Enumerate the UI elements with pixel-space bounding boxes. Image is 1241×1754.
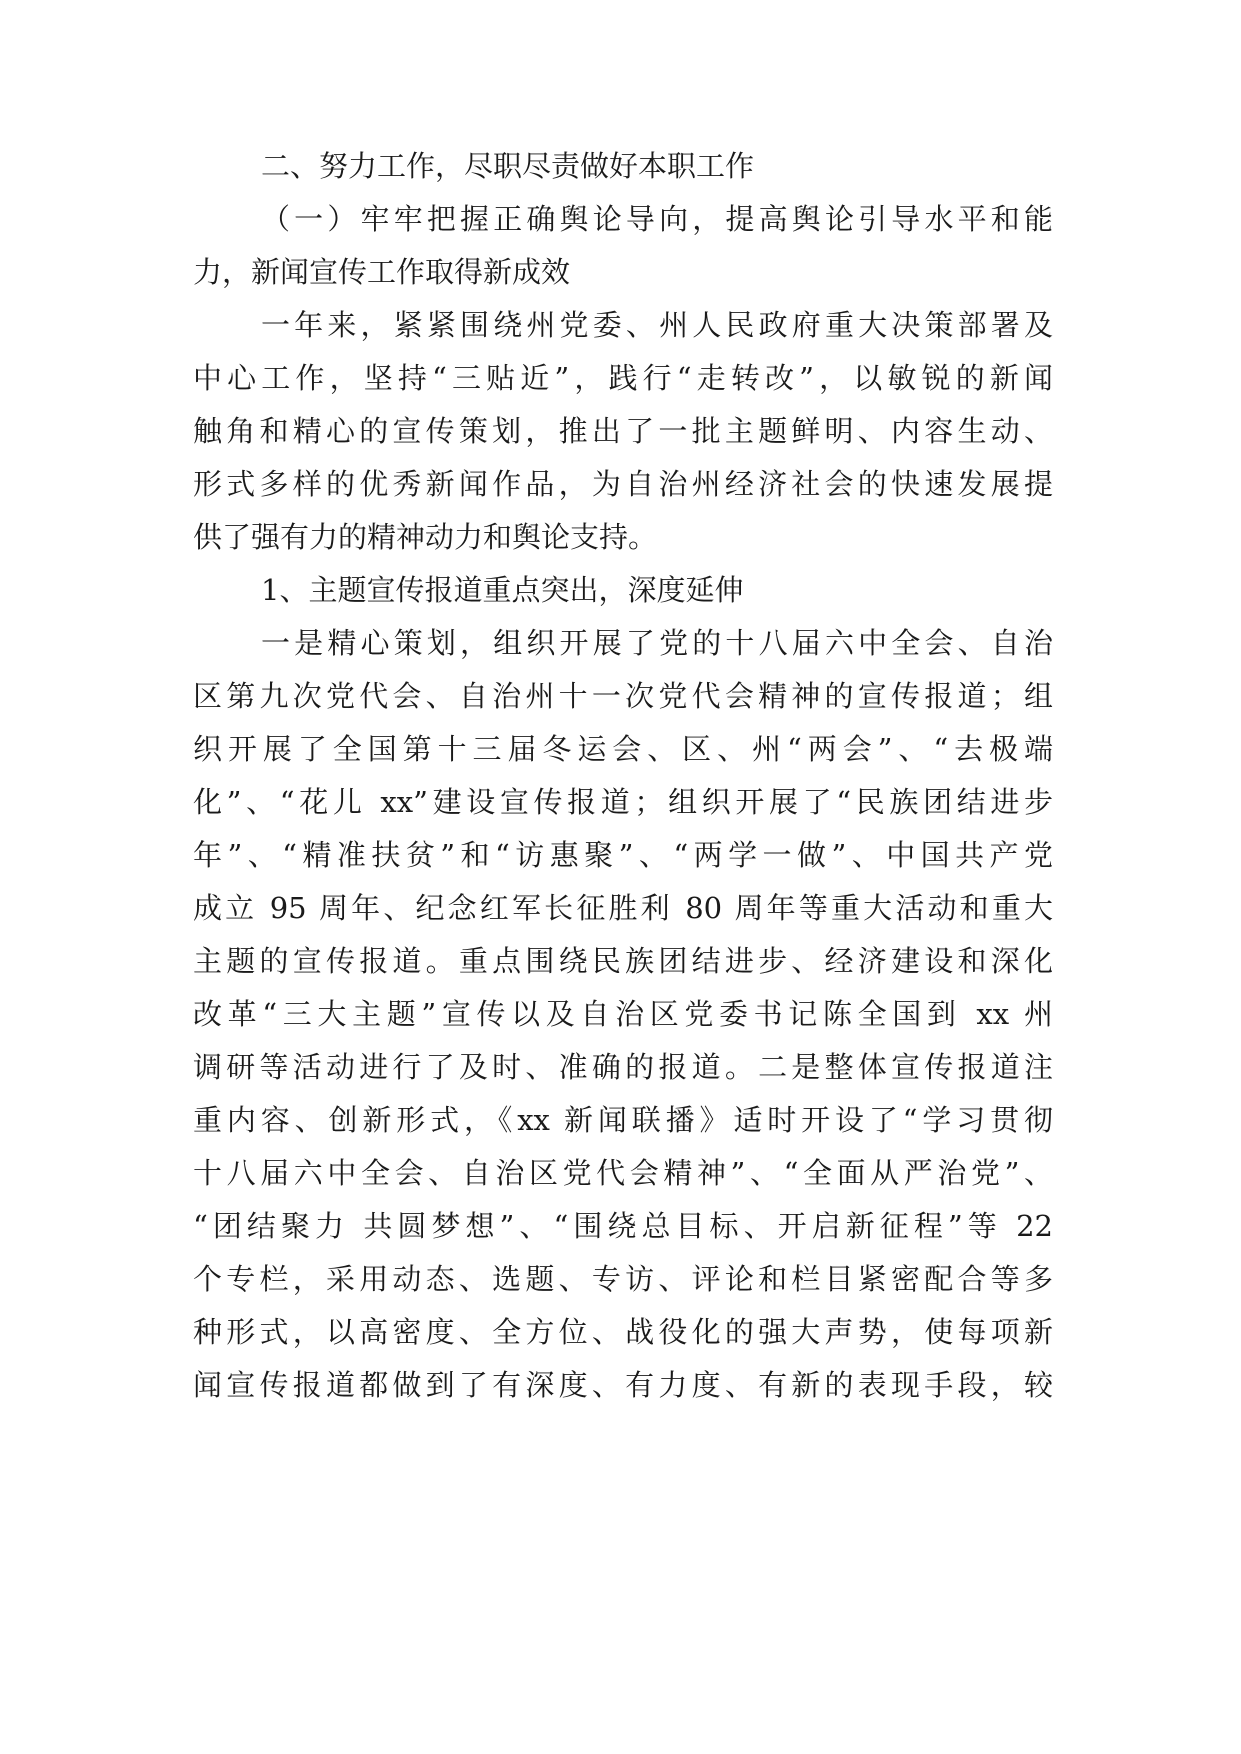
paragraph-line: 成立 95 周年、纪念红军长征胜利 80 周年等重大活动和重大 <box>193 891 1053 925</box>
paragraph-line: 一是精心策划，组织开展了党的十八届六中全会、自治 <box>261 626 1053 660</box>
paragraph-line: 供了强有力的精神动力和舆论支持。 <box>193 520 658 554</box>
paragraph-line: “团结聚力 共圆梦想”、“围绕总目标、开启新征程”等 22 <box>193 1209 1053 1243</box>
paragraph-line: 一年来，紧紧围绕州党委、州人民政府重大决策部署及 <box>261 308 1053 342</box>
item-heading: 1、主题宣传报道重点突出，深度延伸 <box>261 573 744 607</box>
paragraph-line: 个专栏，采用动态、选题、专访、评论和栏目紧密配合等多 <box>193 1262 1053 1296</box>
paragraph-line: 中心工作，坚持“三贴近”，践行“走转改”，以敏锐的新闻 <box>193 361 1053 395</box>
paragraph-line: 主题的宣传报道。重点围绕民族团结进步、经济建设和深化 <box>193 944 1053 978</box>
paragraph-line: 十八届六中全会、自治区党代会精神”、“全面从严治党”、 <box>193 1156 1053 1190</box>
paragraph-line: 重内容、创新形式，《xx 新闻联播》适时开设了“学习贯彻 <box>193 1103 1053 1137</box>
paragraph-line: 种形式，以高密度、全方位、战役化的强大声势，使每项新 <box>193 1315 1053 1349</box>
paragraph-line: 织开展了全国第十三届冬运会、区、州“两会”、“去极端 <box>193 732 1053 766</box>
paragraph-line: 化”、“花儿 xx”建设宣传报道；组织开展了“民族团结进步 <box>193 785 1053 819</box>
subsection-heading-line: （一）牢牢把握正确舆论导向，提高舆论引导水平和能 <box>261 202 1053 236</box>
subsection-heading-line: 力，新闻宣传工作取得新成效 <box>193 255 571 289</box>
section-heading: 二、努力工作，尽职尽责做好本职工作 <box>261 149 755 183</box>
paragraph-line: 调研等活动进行了及时、准确的报道。二是整体宣传报道注 <box>193 1050 1053 1084</box>
paragraph-line: 区第九次党代会、自治州十一次党代会精神的宣传报道；组 <box>193 679 1053 713</box>
paragraph-line: 形式多样的优秀新闻作品，为自治州经济社会的快速发展提 <box>193 467 1053 501</box>
paragraph-line: 触角和精心的宣传策划，推出了一批主题鲜明、内容生动、 <box>193 414 1053 448</box>
paragraph-line: 改革“三大主题”宣传以及自治区党委书记陈全国到 xx 州 <box>193 997 1053 1031</box>
paragraph-line: 闻宣传报道都做到了有深度、有力度、有新的表现手段，较 <box>193 1368 1053 1402</box>
paragraph-line: 年”、“精准扶贫”和“访惠聚”、“两学一做”、中国共产党 <box>193 838 1053 872</box>
